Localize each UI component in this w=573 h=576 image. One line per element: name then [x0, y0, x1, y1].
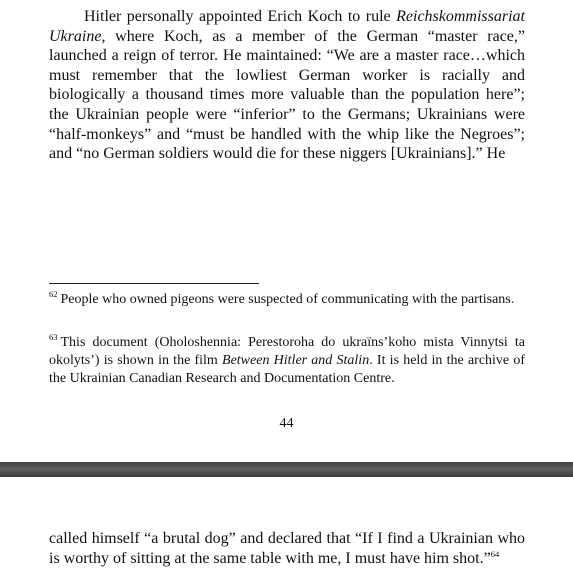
body-paragraph: [49, 7, 525, 164]
body-text-run: Hitler personally appointed Erich Koch to rule: [84, 8, 397, 25]
footnote-62: [49, 291, 525, 309]
footnote-text: People who owned pigeons were suspected of communicating with the partisans.: [60, 292, 515, 307]
footnote-marker: 64: [490, 548, 500, 559]
body-text-run: , where Koch, as a member of the German “master race,” launched a reign of terror. He maintained: “We are a master race…which must remember that the lowliest German worker is racially and biologically a thousand times more valuable than the population here”; the Ukrainian people were “inferior” to the Germans; Ukrainians were “half-monkeys” and “must be handled with the whip like the Negroes”; and “no German soldiers would die for these niggers [Ukrainians].” He: [49, 27, 525, 163]
body-paragraph-continued: [49, 529, 525, 568]
footnote-separator-rule: [49, 283, 259, 284]
footnote-marker: 63: [49, 332, 58, 342]
page-separator-gap: [0, 462, 573, 477]
footnote-text: . It is held in the archive of the Ukrainian Canadian Research and Documentation Centre.: [49, 353, 526, 386]
footnote-63: [49, 334, 525, 388]
footnote-marker: 62: [49, 289, 58, 299]
footnote-text: This document (Oholoshennia: Perestoroha do ukraïns’koho mista Vinnytsi ta okolyts’) is shown in the film: [49, 335, 525, 368]
body-text-italic: Reichskommissariat Ukraine: [49, 8, 525, 45]
page-number: 44: [279, 416, 294, 431]
body-text-run: called himself “a brutal dog” and declared that “If I find a Ukrainian who is worthy of sitting at the same table with me, I must have him shot.”: [49, 530, 525, 567]
footnote-text-italic: Between Hitler and Stalin: [222, 353, 370, 368]
